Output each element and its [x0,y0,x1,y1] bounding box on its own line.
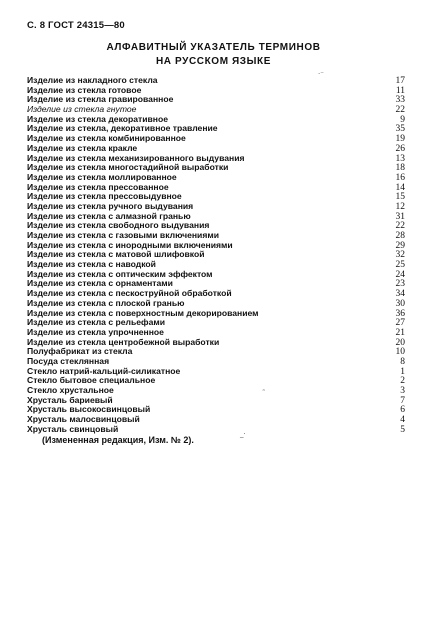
entry-number: 18 [395,163,405,174]
entry-term: Изделие из стекла моллированное [27,171,177,182]
entry-number: 3 [400,386,405,396]
entry-number: 7 [400,395,405,406]
print-speck: ·⁻ [318,70,324,78]
entry-term: Изделие из стекла с инородными включениями [27,239,233,250]
entry-term: Изделие из стекла комбинированное [27,133,186,144]
entry-term: Стекло натрий-кальций-силикатное [27,365,181,376]
entry-number: 5 [400,424,405,435]
entry-term: Полуфабрикат из стекла [27,346,133,357]
entry-number: 6 [400,405,405,416]
amendment-note: (Измененная редакция, Изм. № 2). [42,435,194,445]
entry-number: 29 [395,240,405,251]
entry-term: Стекло хрустальное [27,385,114,395]
entry-term: Изделие из стекла с оптическим эффектом [27,268,213,279]
entry-term: Изделие из стекла с пескоструйной обработкой [27,288,232,299]
entry-number: 4 [400,415,405,426]
entry-number: 16 [395,172,405,183]
entry-number: 27 [395,318,405,329]
entry-term: Хрусталь малосвинцовый [27,414,140,425]
entry-number: 21 [395,327,405,338]
entry-number: 11 [395,85,405,96]
entry-number: 15 [395,192,405,203]
entry-number: 24 [395,269,405,280]
entry-term: Изделие из стекла центробежной выработки [27,336,220,347]
entry-term: Изделие из стекла ручного выдувания [27,200,194,211]
entry-number: 10 [395,347,405,358]
entry-term: Изделие из стекла, декоративное травление [27,123,218,134]
entry-term: Изделие из стекла свободного выдувания [27,220,210,231]
entry-term: Изделие из стекла с плоской гранью [27,297,185,308]
entry-term: Изделие из стекла с матовой шлифовкой [27,249,205,260]
entry-term: Изделие из стекла упрочненное [27,326,164,337]
index-title: АЛФАВИТНЫЙ УКАЗАТЕЛЬ ТЕРМИНОВ [106,42,321,53]
entry-term: Изделие из стекла многостадийной выработки [27,162,229,173]
entry-term: Стекло бытовое специальное [27,375,156,386]
entry-number: 31 [395,211,405,222]
entry-number: 33 [395,95,405,106]
entry-term: Изделие из стекла с алмазной гранью [27,210,191,221]
entry-number: 12 [395,201,405,212]
entry-number: 26 [395,143,405,154]
print-speck: ˜ [262,389,266,397]
entry-number: 2 [400,376,405,387]
entry-number: 22 [395,105,405,116]
entry-number: 32 [395,250,405,261]
entry-number: 17 [395,76,405,86]
entry-number: 9 [400,114,405,125]
entry-number: 30 [395,298,405,309]
entry-term: Изделие из стекла с поверхностным декорированием [27,307,259,318]
entry-term: Изделие из стекла готовое [27,84,142,95]
entry-number: 35 [395,124,405,135]
entry-number: 13 [395,153,405,164]
entry-term: Хрусталь бариевый [27,394,113,405]
term-index-list [27,76,405,434]
entry-term: Изделие из стекла с рельефами [27,317,165,328]
entry-number: 1 [400,366,405,377]
entry-term: Хрусталь свинцовый [27,423,119,434]
entry-number: 28 [395,231,405,241]
entry-number: 22 [395,221,405,232]
entry-term: Изделие из стекла с орнаментами [27,278,173,289]
page-header: С. 8 ГОСТ 24315—80 [27,20,125,31]
entry-term: Изделие из стекла кракле [27,142,138,153]
entry-term: Изделие из стекла с газовыми включениями [27,230,219,240]
index-subtitle: НА РУССКОМ ЯЗЫКЕ [155,56,272,67]
entry-number: 23 [395,279,405,290]
entry-term: Изделие из стекла прессованное [27,181,169,192]
entry-number: 34 [395,289,405,300]
entry-term: Изделие из стекла гнутое [27,104,137,115]
entry-term: Изделие из стекла механизированного выдувания [27,152,245,163]
entry-number: 14 [395,182,405,193]
entry-number: 25 [395,260,405,271]
entry-term: Изделие из стекла с наводкой [27,259,156,270]
entry-number: 8 [400,356,405,367]
entry-term: Изделие из накладного стекла [27,75,158,85]
entry-term: Изделие из стекла гравированное [27,94,174,105]
entry-number: 20 [395,337,405,348]
index-entry [27,425,405,435]
entry-number: 19 [395,134,405,145]
entry-term: Изделие из стекла прессовыдувное [27,191,182,202]
entry-term: Изделие из стекла декоративное [27,113,169,124]
entry-number: 36 [395,308,405,319]
entry-term: Хрусталь высокосвинцовый [27,404,151,415]
print-speck: _· [240,430,246,438]
entry-term: Посуда стеклянная [27,355,110,366]
